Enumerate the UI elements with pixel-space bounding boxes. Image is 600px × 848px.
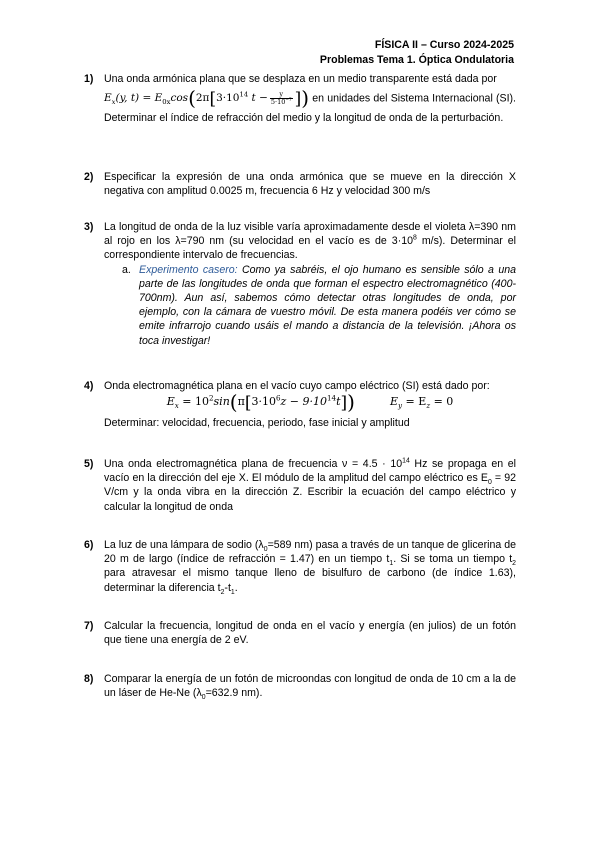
problem-number: 6) [84,539,94,551]
problem-text: La longitud de onda de la luz visible varía aproximadamente desde el violeta λ=390 nm al rojo en los λ=790 nm (su velocidad en el vacío es de $3\cdot 10^8$ m/s). Determinar el correspondiente intervalo de frecuencias. [104,221,516,262]
item-letter: a. [122,263,131,276]
home-experiment-item [122,263,516,348]
problem-number: 2) [84,171,94,183]
problem-text: Una onda armónica plana que se desplaza en un medio transparente está dada por [104,73,497,85]
experiment-label: Experimento casero: [139,263,238,276]
problem-4 [84,379,516,431]
course-title: FÍSICA II – Curso 2024-2025 [374,39,514,51]
problem-8 [84,672,516,700]
problem-text: La luz de una lámpara de sodio ($\lambda_0=589$ nm) pasa a través de un tanque de glicerina de 20 m de largo (índice de refracción = 1.47) en un tiempo $t_1$. Si se toma un tiempo $t_2$ para atravesar el mismo tanque lleno de bisulfuro de carbono (de índice 1.63), determinar la diferencia $t_2-t_1$. [104,539,516,596]
problem-question: Determinar: velocidad, frecuencia, periodo, fase inicial y amplitud [104,417,410,430]
problem-text: Onda electromagnética plana en el vacío cuyo campo eléctrico (SI) está dado por: [104,380,490,392]
problem-7 [84,619,516,647]
problem-number: 8) [84,673,94,685]
problem-6 [84,538,516,595]
problem-2 [84,170,516,198]
problem-number: 4) [84,380,94,392]
field-equation: $E_x = 10^2\sin(\pi[3\cdot 10^6z - 9\cdot 10^{14}t]) E_y = E_z = 0$ [166,390,454,415]
problem-5 [84,457,516,514]
problem-3 [84,220,516,348]
document-header [320,38,514,68]
problem-text: Calcular la frecuencia, longitud de onda en el vacío y energía (en julios) de un fotón que tiene una energía de 2 eV. [104,620,516,647]
topic-title: Problemas Tema 1. Óptica Ondulatoria [319,54,514,66]
problem-number: 1) [84,73,94,85]
problem-number: 3) [84,221,94,233]
problem-text-cont: en unidades del Sistema Internacional (SI). Determinar el índice de refracción del medio y la longitud de onda de la perturbación. [104,92,516,125]
problem-text: Especificar la expresión de una onda armónica que se mueve en la dirección X negativa con amplitud 0.0025 m, frecuencia 6 Hz y velocidad 300 m/s [104,171,516,198]
problem-text: Comparar la energía de un fotón de microondas con longitud de onda de 10 cm a la de un láser de He-Ne ($\lambda_0=632.9$ nm). [104,673,516,702]
wave-equation: $E_x(y$, $t) = E_{0x}\cos(2\pi[3\cdot 10^{14}$ t − $\frac{y}{5\cdot 10^{-7}}$ ]) [104,86,310,111]
problem-text: Una onda electromagnética plana de frecuencia $\nu = 4.5 \cdot 10^{14}$ Hz se propaga en el vacío en la dirección del eje X. El módulo de la amplitud del campo eléctrico es $E_0 = 92$ V/cm y la onda vibra en la dirección Z. Escribir la ecuación del campo eléctrico y calcular la longitud de onda [104,457,516,513]
experiment-text: Como ya sabréis, el ojo humano es sensible sólo a una parte de las longitudes de onda que forman el espectro electromagnético (400-700nm). Aun así, sabemos cómo detectar otras longitudes de onda, por ejemplo, con la cámara de vuestro móvil. De esta manera podéis ver cómo se emite infrarrojo cuando usáis el mando a distancia de la televisión. ¡Ahora os toca investigar! [139,263,517,347]
problem-1 [84,72,516,125]
problem-number: 7) [84,620,94,632]
problem-number: 5) [84,458,94,470]
